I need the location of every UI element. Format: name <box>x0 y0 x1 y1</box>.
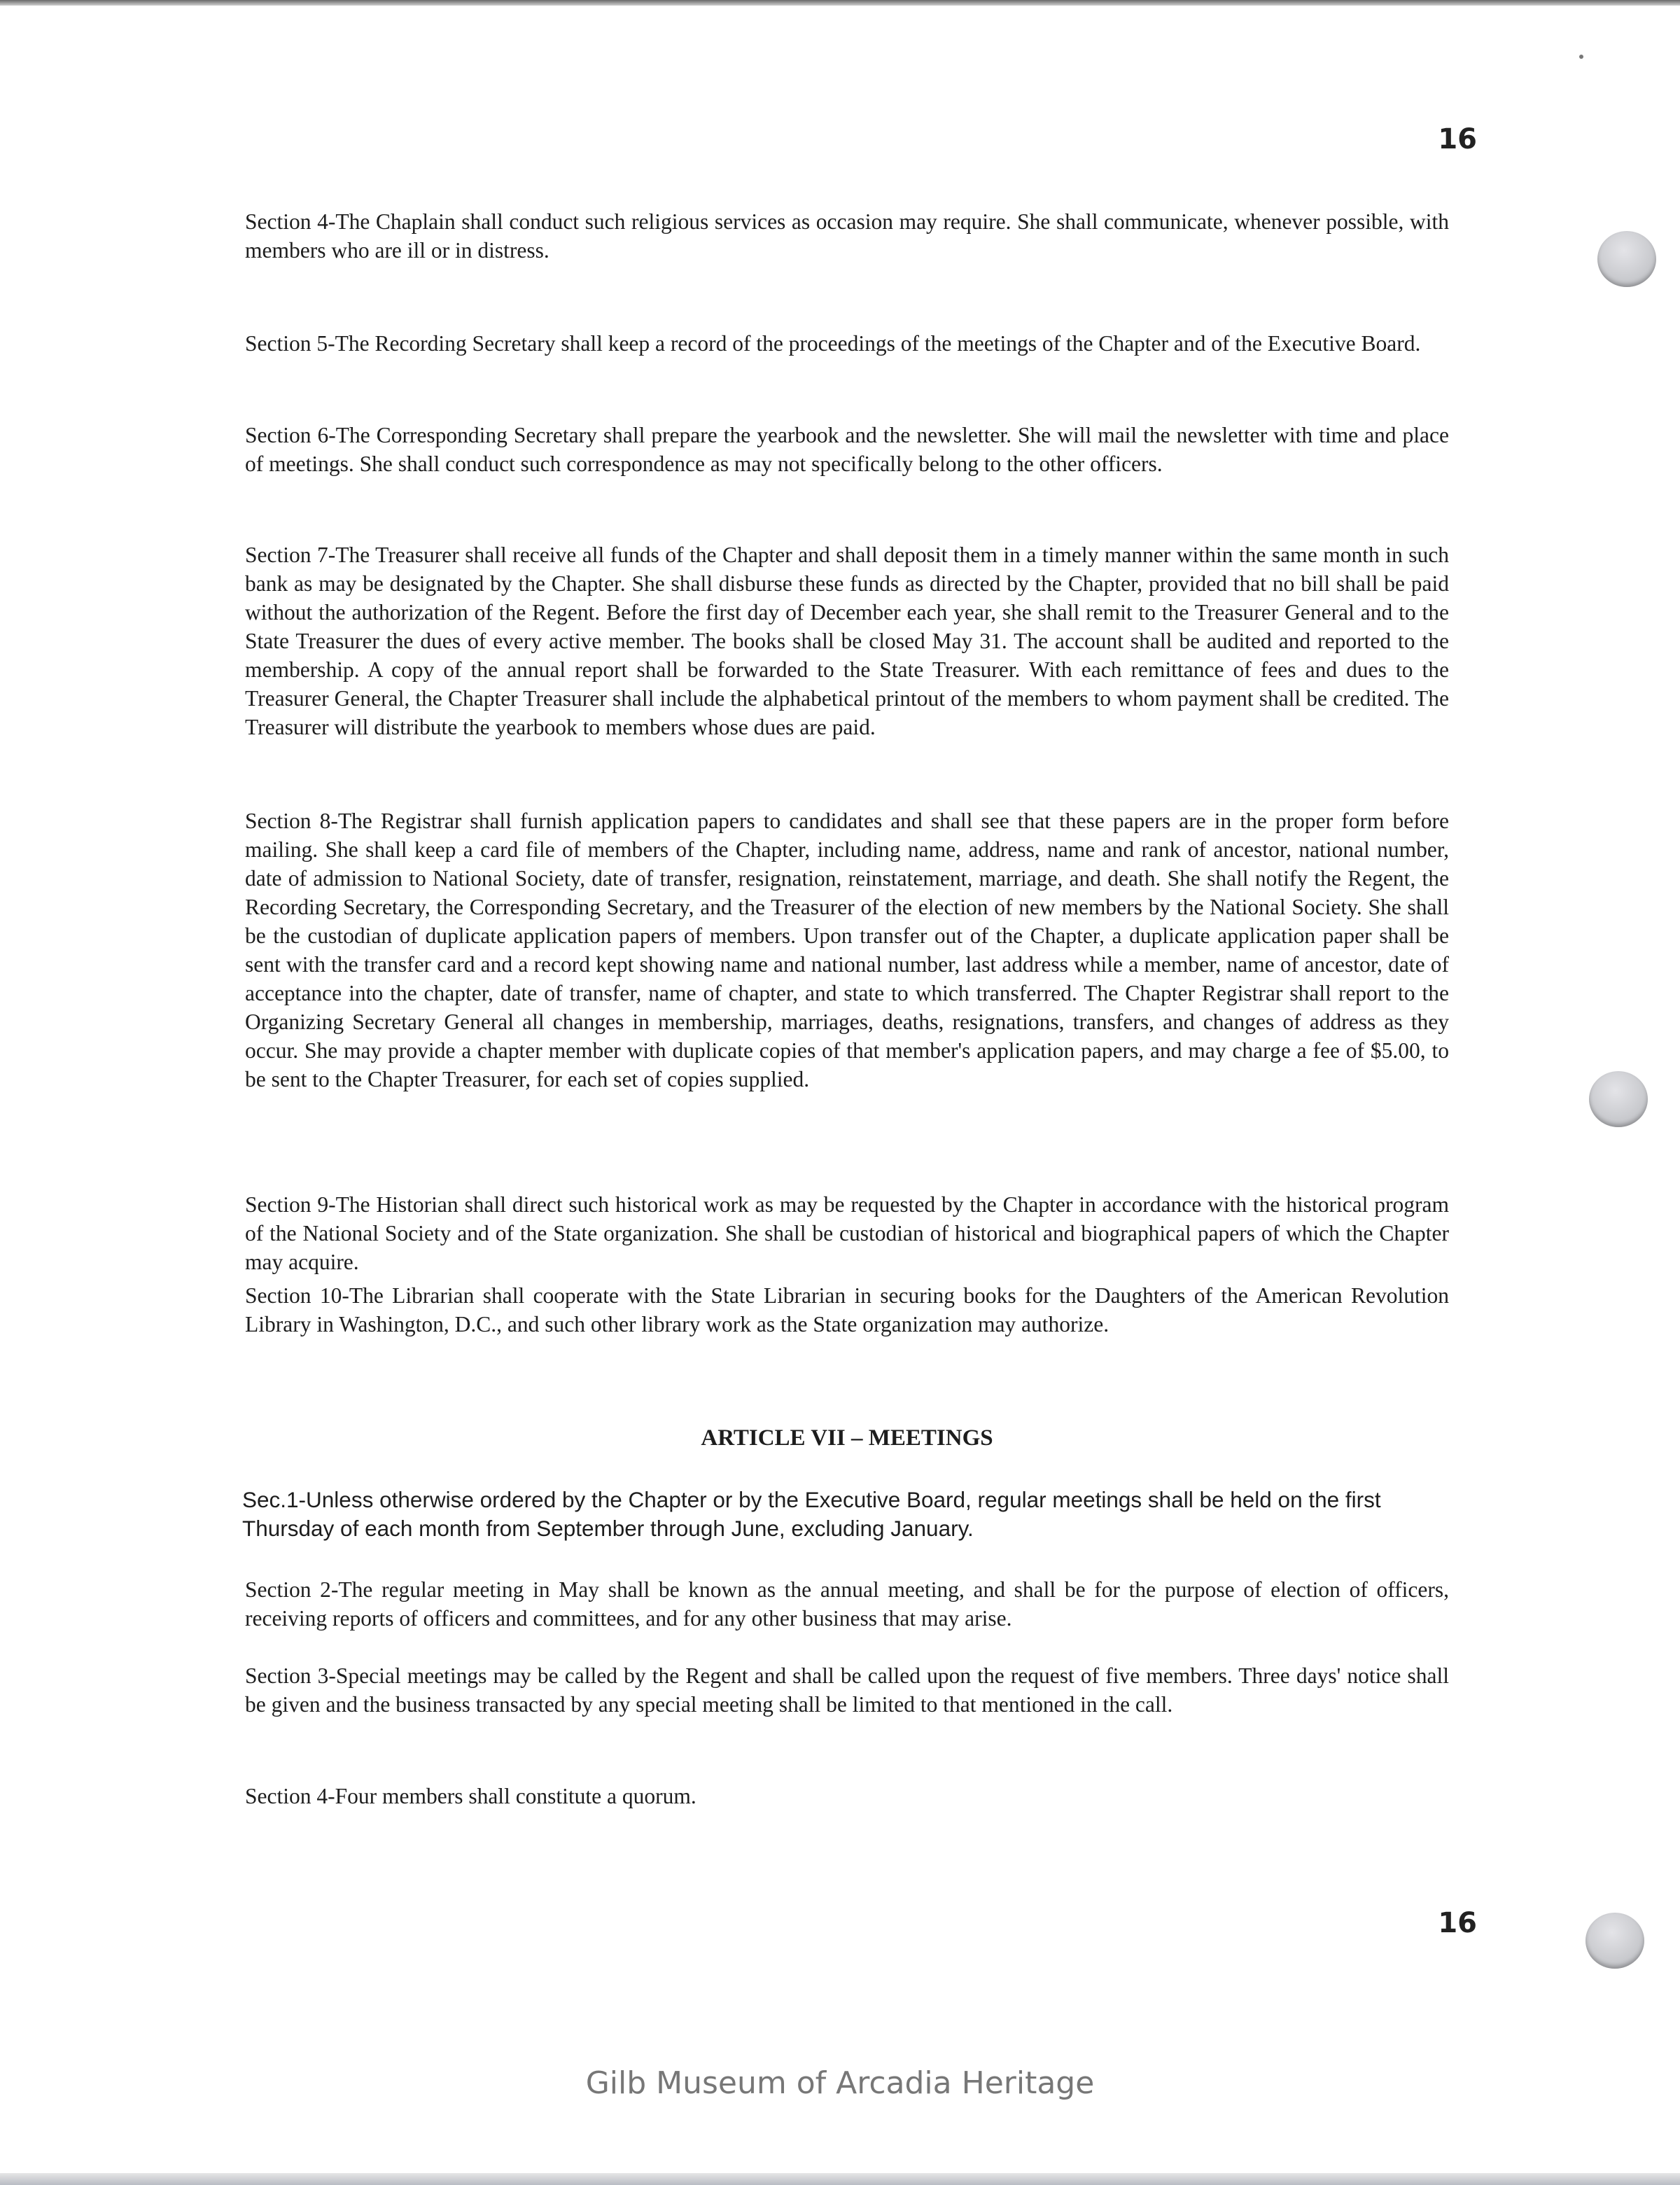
binder-hole-bottom <box>1586 1913 1644 1969</box>
page-number-bottom: 16 <box>1438 1907 1477 1939</box>
scan-speck <box>1579 55 1583 59</box>
binder-hole-top <box>1597 231 1656 287</box>
museum-watermark: Gilb Museum of Arcadia Heritage <box>585 2065 1095 2101</box>
article-heading: ARTICLE VII – MEETINGS <box>701 1425 993 1451</box>
section-6-corresponding-secretary: Section 6-The Corresponding Secretary shall prepare the yearbook and the newsletter. She will mail the newsletter with time and place of meetings. She shall conduct such correspondence as may not specifically belong to the other officers. <box>245 423 1449 476</box>
article-section-1: Sec.1-Unless otherwise ordered by the Chapter or by the Executive Board, regular meetings shall be held on the first Thursday of each month from September through June, excluding January. <box>242 1487 1381 1541</box>
section-9-historian: Section 9-The Historian shall direct such historical work as may be requested by the Chapter in accordance with the historical program of the National Society and of the State organization. She shall be custodian of historical and biographical papers of which the Chapter may acquire. <box>245 1192 1449 1274</box>
section-10-librarian: Section 10-The Librarian shall cooperate with the State Librarian in securing books for the Daughters of the American Revolution Library in Washington, D.C., and such other library work as the State organization may authorize. <box>245 1283 1449 1336</box>
section-7-treasurer: Section 7-The Treasurer shall receive all funds of the Chapter and shall deposit them in a timely manner within the same month in such bank as may be designated by the Chapter. She shall disburse these funds as directed by the Chapter, provided that no bill shall be paid without the authorization of the Regent. Before the first day of December each year, she shall remit to the Treasurer General and to the State Treasurer the dues of every active member. The books shall be closed May 31. The account shall be audited and reported to the membership. A copy of the annual report shall be forwarded to the State Treasurer. With each remittance of fees and dues to the Treasurer General, the Chapter Treasurer shall include the alphabetical printout of the members to whom payment shall be credited. The Treasurer will distribute the yearbook to members whose dues are paid. <box>245 543 1449 739</box>
binder-hole-middle <box>1589 1071 1648 1127</box>
section-5-recording-secretary: Section 5-The Recording Secretary shall keep a record of the proceedings of the meetings of the Chapter and of the Executive Board. <box>245 331 1421 356</box>
article-section-3: Section 3-Special meetings may be called by the Regent and shall be called upon the request of five members. Three days' notice shall be given and the business transacted by any special meeting shall be limited to that mentioned in the call. <box>245 1663 1449 1717</box>
scan-top-edge <box>0 0 1680 6</box>
section-8-registrar: Section 8-The Registrar shall furnish application papers to candidates and shall see that these papers are in the proper form before mailing. She shall keep a card file of members of the Chapter, including name, address, name and rank of ancestor, national number, date of admission to National Society, date of transfer, resignation, reinstatement, marriage, and death. She shall notify the Regent, the Recording Secretary, the Corresponding Secretary, and the Treasurer of the election of new members by the National Society. She shall be the custodian of duplicate application papers of members. Upon transfer out of the Chapter, a duplicate application paper shall be sent with the transfer card and a record kept showing name and national number, last address while a member, name of ancestor, date of acceptance into the chapter, date of transfer, name of chapter, and state to which transferred. The Chapter Registrar shall report to the Organizing Secretary General all changes in membership, marriages, deaths, resignations, transfers, and changes of address as they occur. She may provide a chapter member with duplicate copies of that member's application papers, and may charge a fee of $5.00, to be sent to the Chapter Treasurer, for each set of copies supplied. <box>245 809 1449 1091</box>
scan-bottom-edge <box>0 2173 1680 2185</box>
section-4-chaplain: Section 4-The Chaplain shall conduct such religious services as occasion may require. She shall communicate, whenever possible, with members who are ill or in distress. <box>245 209 1449 263</box>
page-number-top: 16 <box>1438 123 1477 155</box>
article-section-4: Section 4-Four members shall constitute a quorum. <box>245 1784 696 1808</box>
article-section-2: Section 2-The regular meeting in May shall be known as the annual meeting, and shall be for the purpose of election of officers, receiving reports of officers and committees, and for any other business that may arise. <box>245 1577 1449 1631</box>
